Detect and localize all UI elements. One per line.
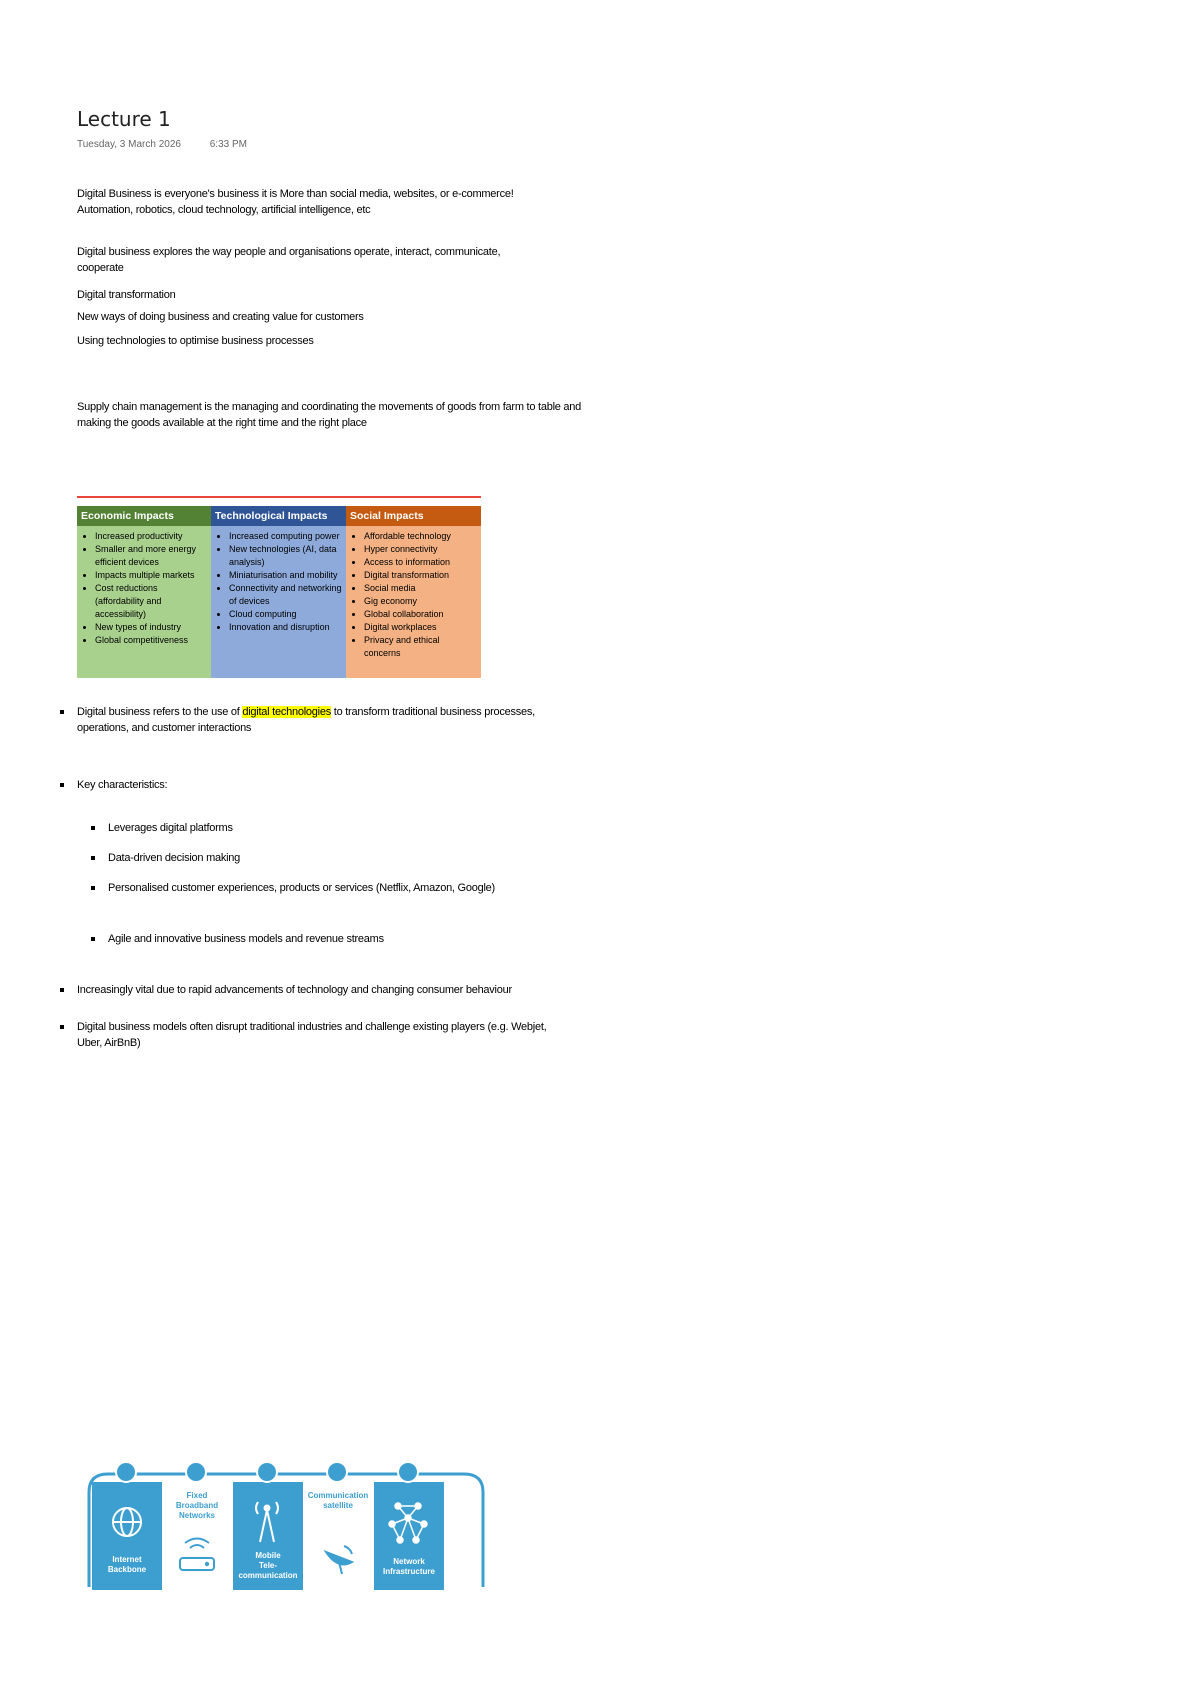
technological-impacts-column xyxy=(211,506,346,678)
page-date: Tuesday, 3 March 2026 xyxy=(77,139,181,150)
label-satellite-1: Communication xyxy=(307,1491,369,1500)
table-top-rule xyxy=(77,496,481,498)
bullet-marker xyxy=(91,826,95,830)
list-item: • Cost reductions (affordability and accessibility) xyxy=(95,582,207,621)
social-impacts-heading: Social Impacts xyxy=(346,506,481,526)
sub-bullet-agile: Agile and innovative business models and revenue streams xyxy=(108,931,384,947)
sub-bullet-personalised: Personalised customer experiences, products or services (Netflix, Amazon, Google) xyxy=(108,880,495,896)
list-item: • Social media xyxy=(364,582,477,595)
page-title: Lecture 1 xyxy=(77,107,171,131)
list-item: • Impacts multiple markets xyxy=(95,569,207,582)
bullet-marker xyxy=(60,783,64,787)
technological-impacts-heading: Technological Impacts xyxy=(211,506,346,526)
page-timestamp xyxy=(77,139,273,150)
list-item: • Innovation and disruption xyxy=(229,621,342,634)
label-mobile-2: Tele- xyxy=(258,1561,278,1570)
list-item: • Privacy and ethical concerns xyxy=(364,634,477,660)
satellite-dish-icon xyxy=(326,1546,352,1574)
explores-paragraph: Digital business explores the way people and organisations operate, interact, communicate, cooperate xyxy=(77,246,501,274)
list-item: • Increased productivity xyxy=(95,530,207,543)
network-infrastructure-figure xyxy=(86,1462,486,1592)
list-item: • Digital transformation xyxy=(364,569,477,582)
bullet-disrupt-industries: Digital business models often disrupt traditional industries and challenge existing players (e.g. Webjet, Uber, AirBnB) xyxy=(77,1019,562,1051)
bullet-marker xyxy=(91,937,95,941)
economic-impacts-column xyxy=(77,506,211,678)
node-circle-2 xyxy=(186,1462,206,1482)
sub-bullet-data-driven: Data-driven decision making xyxy=(108,850,240,866)
supply-chain-paragraph: Supply chain management is the managing and coordinating the movements of goods from farm to table and making the goods available at the right time and the right place xyxy=(77,401,582,429)
bullet-key-characteristics: Key characteristics: xyxy=(77,777,167,793)
intro-line-1: Digital Business is everyone's business it is More than social media, websites, or e-commerce! xyxy=(77,188,514,200)
list-item: • Affordable technology xyxy=(364,530,477,543)
list-item: • Hyper connectivity xyxy=(364,543,477,556)
social-impacts-list xyxy=(346,526,481,660)
node-circle-5 xyxy=(398,1462,418,1482)
node-circle-3 xyxy=(257,1462,277,1482)
label-internet-1: Internet xyxy=(112,1555,142,1564)
list-item: • New technologies (AI, data analysis) xyxy=(229,543,342,569)
page-time: 6:33 PM xyxy=(209,139,247,150)
intro-paragraph xyxy=(77,186,587,218)
using-technologies-line: Using technologies to optimise business processes xyxy=(77,335,314,347)
label-broadband-2: Broadband xyxy=(175,1501,219,1510)
sub-bullet-platforms: Leverages digital platforms xyxy=(108,820,233,836)
list-item: • Gig economy xyxy=(364,595,477,608)
bullet-increasingly-vital: Increasingly vital due to rapid advancements of technology and changing consumer behaviour xyxy=(77,982,512,998)
bullet-digital-business-definition: Digital business refers to the use of digital technologies to transform traditional business processes, operations, and customer interactions xyxy=(77,704,547,736)
label-mobile-1: Mobile xyxy=(255,1551,281,1560)
label-mobile-3: communication xyxy=(238,1571,298,1580)
label-satellite-2: satellite xyxy=(323,1501,353,1510)
node-circle-4 xyxy=(327,1462,347,1482)
router-icon xyxy=(180,1539,214,1571)
intro-line-2: Automation, robotics, cloud technology, artificial intelligence, etc xyxy=(77,204,371,216)
label-broadband-1: Fixed xyxy=(186,1491,208,1500)
node-circle-1 xyxy=(116,1462,136,1482)
label-internet-2: Backbone xyxy=(107,1565,147,1574)
economic-impacts-heading: Economic Impacts xyxy=(77,506,211,526)
label-infrastructure-1: Network xyxy=(393,1557,425,1566)
list-item: • Digital workplaces xyxy=(364,621,477,634)
list-item: • Cloud computing xyxy=(229,608,342,621)
economic-impacts-list xyxy=(77,526,211,647)
label-broadband-3: Networks xyxy=(178,1511,216,1520)
bullet-marker xyxy=(60,988,64,992)
list-item: • Access to information xyxy=(364,556,477,569)
new-ways-line: New ways of doing business and creating value for customers xyxy=(77,311,364,323)
bullet-marker xyxy=(91,856,95,860)
bullet-marker xyxy=(91,886,95,890)
social-impacts-column xyxy=(346,506,481,678)
label-infrastructure-2: Infrastructure xyxy=(382,1567,436,1576)
list-item: • New types of industry xyxy=(95,621,207,634)
list-item: • Connectivity and networking of devices xyxy=(229,582,342,608)
list-item: • Smaller and more energy efficient devices xyxy=(95,543,207,569)
digital-transformation-line: Digital transformation xyxy=(77,289,176,301)
bullet-marker xyxy=(60,710,64,714)
list-item: • Miniaturisation and mobility xyxy=(229,569,342,582)
highlighted-text: digital technologies xyxy=(242,706,331,718)
list-item: • Increased computing power xyxy=(229,530,342,543)
list-item: • Global collaboration xyxy=(364,608,477,621)
bullet-marker xyxy=(60,1025,64,1029)
technological-impacts-list xyxy=(211,526,346,634)
list-item: • Global competitiveness xyxy=(95,634,207,647)
